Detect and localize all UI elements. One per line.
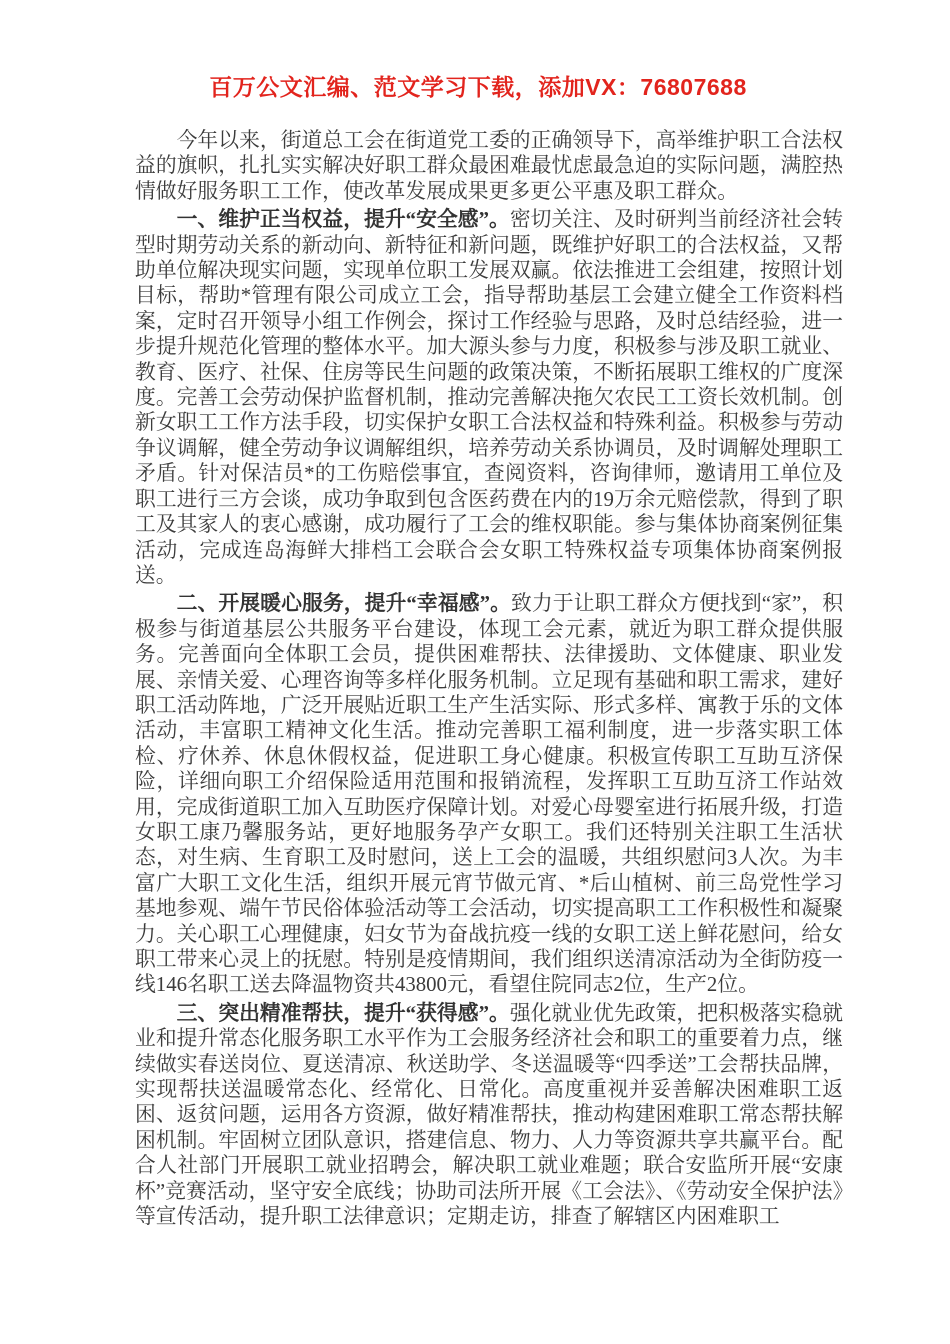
section-3-text: 强化就业优先政策，把积极落实稳就业和提升常态化服务职工水平作为工会服务经济社会和职工的重要着力点，继续做实春送岗位、夏送清凉、秋送助学、冬送温暖等“四季送”工会帮扶品牌，实现帮扶送温暖常态化、经常化、日常化。高度重视并妥善解决困难职工返困、返贫问题，运用各方资源，做好精准帮扶，推动构建困难职工常态帮扶解困机制。牢固树立团队意识，搭建信息、物力、人力等资源共享共赢平台。配合人社部门开展职工就业招聘会，解决职工就业难题；联合安监所开展“安康杯”竞赛活动，坚守安全底线；协助司法所开展《工会法》、《劳动安全保护法》等宣传活动，提升职工法律意识；定期走访，排查了解辖区内困难职工	[135, 1001, 844, 1229]
section-3-heading: 三、突出精准帮扶，提升“获得感”。	[176, 1001, 510, 1025]
paragraph-section-1	[135, 207, 843, 588]
section-1-heading: 一、维护正当权益，提升“安全感”。	[176, 208, 510, 232]
paragraph-intro-text: 今年以来，街道总工会在街道党工委的正确领导下，高举维护职工合法权益的旗帜，扎扎实实解决好职工群众最困难最忧虑最急迫的实际问题，满腔热情做好服务职工工作，使改革发展成果更多更公平惠及职工群众。	[135, 129, 843, 203]
section-1-text: 密切关注、及时研判当前经济社会转型时期劳动关系的新动向、新特征和新问题，既维护好职工的合法权益，又帮助单位解决现实问题，实现单位职工发展双赢。依法推进工会组建，按照计划目标，帮助*管理有限公司成立工会，指导帮助基层工会建立健全工作资料档案，定时召开领导小组工作例会，探讨工作经验与思路，及时总结经验，进一步提升规范化管理的整体水平。加大源头参与力度，积极参与涉及职工就业、教育、医疗、社保、住房等民生问题的政策决策，不断拓展职工维权的广度深度。完善工会劳动保护监督机制，推动完善解决拖欠农民工工资长效机制。创新女职工工作方法手段，切实保护女职工合法权益和特殊利益。积极参与劳动争议调解，健全劳动争议调解组织，培养劳动关系协调员，及时调解处理职工矛盾。针对保洁员*的工伤赔偿事宜，查阅资料，咨询律师，邀请用工单位及职工进行三方会谈，成功争取到包含医药费在内的19万余元赔偿款，得到了职工及其家人的衷心感谢，成功履行了工会的维权职能。参与集体协商案例征集活动，完成连岛海鲜大排档工会联合会女职工特殊权益专项集体协商案例报送。	[135, 208, 844, 587]
section-2-heading: 二、开展暖心服务，提升“幸福感”。	[176, 592, 512, 616]
section-2-text: 致力于让职工群众方便找到“家”，积极参与街道基层公共服务平台建设，体现工会元素，就近为职工群众提供服务。完善面向全体职工会员，提供困难帮扶、法律援助、文体健康、职业发展、亲情关爱、心理咨询等多样化服务机制。立足现有基础和职工需求，建好职工活动阵地，广泛开展贴近职工生产生活实际、形式多样、寓教于乐的文体活动，丰富职工精神文化生活。推动完善职工福利制度，进一步落实职工体检、疗休养、休息休假权益，促进职工身心健康。积极宣传职工互助互济保险，详细向职工介绍保险适用范围和报销流程，发挥职工互助互济工作站效用，完成街道职工加入互助医疗保障计划。对爱心母婴室进行拓展升级，打造女职工康乃馨服务站，更好地服务孕产女职工。我们还特别关注职工生活状态，对生病、生育职工及时慰问，送上工会的温暖，共组织慰问3人次。为丰富广大职工文化生活，组织开展元宵节做元宵、*后山植树、前三岛党性学习基地参观、端午节民俗体验活动等工会活动，切实提高职工工作积极性和凝聚力。关心职工心理健康，妇女节为奋战抗疫一线的女职工送上鲜花慰问，给女职工带来心灵上的抚慰。特别是疫情期间，我们组织送清凉活动为全街防疫一线146名职工送去降温物资共43800元，看望住院同志2位，生产2位。	[135, 592, 843, 997]
paragraph-section-3	[135, 1001, 843, 1230]
promo-header-text: 百万公文汇编、范文学习下载，添加VX：76807688	[209, 74, 747, 100]
document-body	[135, 128, 843, 1232]
paragraph-section-2	[135, 591, 843, 998]
paragraph-intro	[135, 128, 843, 204]
